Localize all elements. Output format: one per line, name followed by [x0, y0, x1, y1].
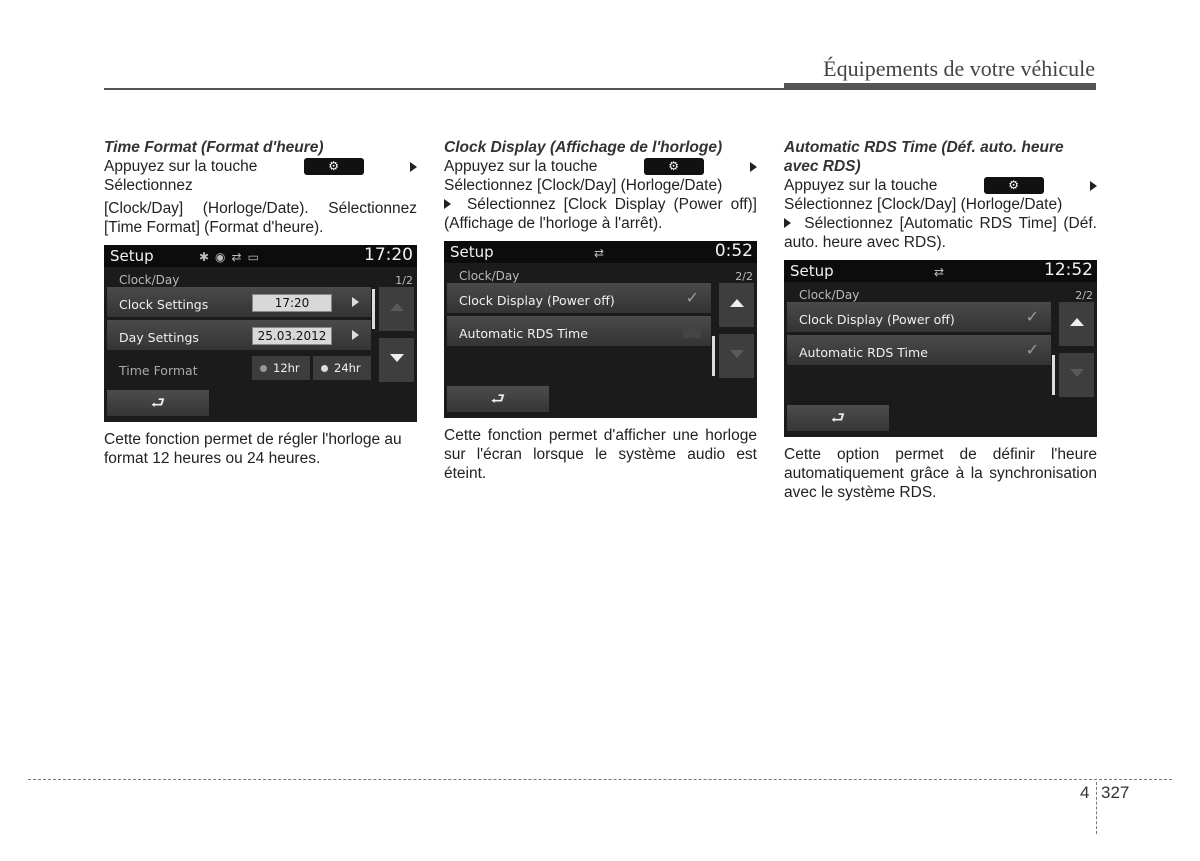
caption-text: Cette fonction permet d'afficher une horloge sur l'écran lorsque le système audio est éteint.	[444, 427, 757, 482]
menu-row-label: Time Format	[119, 363, 198, 378]
menu-row-label: Clock Display (Power off)	[459, 293, 615, 308]
instruction-text: Appuyez sur la touche	[784, 177, 938, 194]
radio-12hr[interactable]: 12hr	[252, 356, 310, 380]
instruction-text: Appuyez sur la touche	[104, 158, 258, 175]
instruction-line	[784, 214, 1097, 252]
instruction-text: Sélectionnez [Clock/Day] (Horloge/Date)	[444, 177, 723, 194]
screen-page-indicator: 2/2	[1075, 289, 1093, 302]
menu-row-clock-display[interactable]	[447, 283, 711, 313]
back-arrow-icon: ⮐	[830, 408, 846, 427]
checkbox-icon	[683, 322, 701, 338]
radio-24hr[interactable]: 24hr	[313, 356, 371, 380]
radio-icon	[321, 365, 328, 372]
usb-icon: ⇄	[594, 246, 611, 260]
day-value: 25.03.2012	[252, 327, 332, 345]
scroll-down-button[interactable]	[719, 334, 754, 378]
menu-row-automatic-rds-time[interactable]	[787, 335, 1051, 365]
back-button[interactable]	[107, 390, 209, 416]
setup-screen	[784, 260, 1097, 437]
screen-page-indicator: 2/2	[735, 270, 753, 283]
check-icon: ✓	[1025, 307, 1039, 326]
menu-row-automatic-rds-time[interactable]	[447, 316, 711, 346]
instruction-line	[444, 157, 757, 176]
caption-text: Cette fonction permet de régler l'horloge au format 12 heures ou 24 heures.	[104, 431, 402, 467]
caption-text: Cette option permet de définir l'heure automatiquement grâce à la synchronisation avec le système RDS.	[784, 446, 1097, 501]
footer-divider	[1096, 782, 1097, 834]
scroll-up-button[interactable]	[379, 287, 414, 331]
instruction-text: Sélectionnez	[104, 177, 193, 194]
scrollbar[interactable]	[1052, 355, 1055, 395]
scroll-down-button[interactable]	[379, 338, 414, 382]
back-button[interactable]	[787, 405, 889, 431]
setup-screen	[104, 245, 417, 422]
instruction-line	[104, 157, 417, 176]
arrow-right-icon	[352, 330, 359, 340]
instruction-line	[444, 195, 757, 233]
screen-subtitle: Clock/Day	[459, 269, 520, 283]
arrow-icon	[750, 162, 757, 172]
arrow-icon	[444, 199, 451, 209]
arrow-icon	[1090, 181, 1097, 191]
arrow-icon	[784, 218, 791, 228]
header-rule	[104, 88, 784, 90]
scrollbar[interactable]	[712, 336, 715, 376]
scroll-up-button[interactable]	[719, 283, 754, 327]
check-icon: ✓	[1025, 340, 1039, 359]
page-number: 327	[1101, 783, 1130, 802]
back-button[interactable]	[447, 386, 549, 412]
screen-title: Setup	[790, 262, 834, 280]
setup-key-icon: ⚙	[984, 177, 1044, 194]
menu-row-label: Clock Settings	[119, 297, 209, 312]
back-arrow-icon: ⮐	[150, 393, 166, 412]
instruction-text: [Clock/Day] (Horloge/Date). Sélectionnez [Time Format] (Format d'heure).	[104, 200, 417, 236]
footer-rule	[28, 779, 1172, 780]
chevron-up-icon	[390, 303, 404, 311]
screen-clock: 17:20	[364, 245, 413, 265]
screen-subtitle: Clock/Day	[799, 288, 860, 302]
menu-row-clock-display[interactable]	[787, 302, 1051, 332]
usb-icon: ⇄	[934, 265, 951, 279]
setup-screen	[444, 241, 757, 418]
screen-title: Setup	[450, 243, 494, 261]
section-automatic-rds-time	[784, 138, 1097, 502]
section-clock-display	[444, 138, 757, 483]
back-arrow-icon: ⮐	[490, 389, 506, 408]
check-icon: ✓	[685, 288, 699, 307]
screen-subtitle: Clock/Day	[119, 273, 180, 287]
chapter-number: 4	[1080, 783, 1090, 802]
instruction-line	[784, 176, 1097, 195]
setup-key-icon: ⚙	[644, 158, 704, 175]
screen-title: Setup	[110, 247, 154, 265]
menu-row-day-settings[interactable]	[107, 320, 371, 350]
menu-row-clock-settings[interactable]	[107, 287, 371, 317]
section-time-format	[104, 138, 417, 468]
clock-value: 17:20	[252, 294, 332, 312]
menu-row-label: Automatic RDS Time	[799, 345, 928, 360]
screen-clock: 12:52	[1044, 260, 1093, 280]
scrollbar[interactable]	[372, 289, 375, 329]
page-header-title: Équipements de votre véhicule	[823, 56, 1095, 81]
chevron-down-icon	[390, 354, 404, 362]
chevron-down-icon	[1070, 369, 1084, 377]
scroll-up-button[interactable]	[1059, 302, 1094, 346]
arrow-icon	[410, 162, 417, 172]
setup-key-icon: ⚙	[304, 158, 364, 175]
scroll-down-button[interactable]	[1059, 353, 1094, 397]
section-title: Clock Display (Affichage de l'horloge)	[444, 139, 723, 156]
menu-row-label: Clock Display (Power off)	[799, 312, 955, 327]
radio-icon	[260, 365, 267, 372]
arrow-right-icon	[352, 297, 359, 307]
status-icons: ✱◉⇄▭	[199, 250, 265, 264]
screen-page-indicator: 1/2	[395, 274, 413, 287]
chevron-up-icon	[1070, 318, 1084, 326]
menu-row-label: Day Settings	[119, 330, 199, 345]
chevron-up-icon	[730, 299, 744, 307]
instruction-text: Sélectionnez [Clock Display (Power off)] (Affichage de l'horloge à l'arrêt).	[444, 196, 757, 232]
menu-row-time-format	[107, 353, 371, 383]
section-title: Automatic RDS Time (Déf. auto. heure avec RDS)	[784, 139, 1064, 175]
menu-row-label: Automatic RDS Time	[459, 326, 588, 341]
chevron-down-icon	[730, 350, 744, 358]
header-rule-bar	[784, 83, 1096, 90]
section-title: Time Format (Format d'heure)	[104, 139, 324, 156]
instruction-text: Sélectionnez [Automatic RDS Time] (Déf. auto. heure avec RDS).	[784, 215, 1097, 251]
screen-clock: 0:52	[714, 241, 753, 261]
instruction-text: Appuyez sur la touche	[444, 158, 598, 175]
instruction-text: Sélectionnez [Clock/Day] (Horloge/Date)	[784, 196, 1063, 213]
